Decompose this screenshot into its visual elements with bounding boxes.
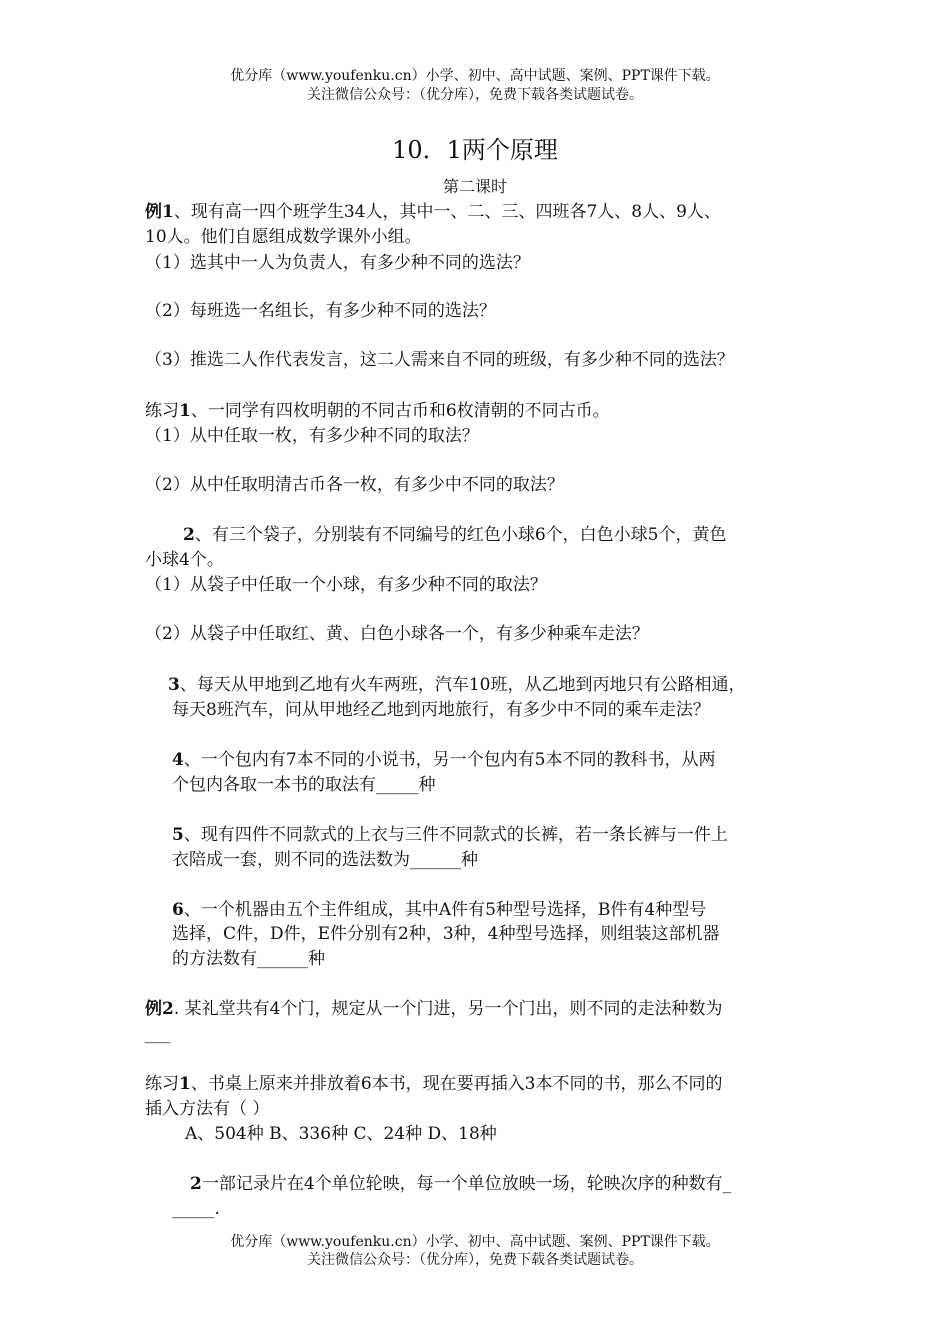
example-1-label: 例1 xyxy=(145,202,174,222)
practice-4-line-1: 4、一个包内有7本不同的小说书，另一个包内有5本不同的教科书，从两 xyxy=(172,750,716,770)
practice-6-line-3: 的方法数有______种 xyxy=(172,949,325,969)
practice-b1-options: A、504种 B、336种 C、24种 D、18种 xyxy=(185,1124,497,1144)
practice-b1-line-1: 练习1、书桌上原来并排放着6本书，现在要再插入3本不同的书，那么不同的 xyxy=(145,1074,723,1094)
practice-1-question-1: （1）从中任取一枚，有多少种不同的取法？ xyxy=(145,426,479,446)
example-1-question-3: （3）推选二人作代表发言，这二人需来自不同的班级，有多少种不同的选法？ xyxy=(145,350,734,370)
example-1-question-1: （1）选其中一人为负责人，有多少种不同的选法？ xyxy=(145,253,530,273)
practice-2-question-1: （1）从袋子中任取一个小球，有多少种不同的取法？ xyxy=(145,575,547,595)
footer-line-1: 优分库（www.youfenku.cn）小学、初中、高中试题、案例、PPT课件下载。 xyxy=(230,1234,720,1250)
practice-1-question-2: （2）从中任取明清古币各一枚，有多少中不同的取法？ xyxy=(145,475,564,495)
practice-2-question-2: （2）从袋子中任取红、黄、白色小球各一个，有多少种乘车走法？ xyxy=(145,624,649,644)
practice-b2-line-2: _____. xyxy=(172,1199,220,1219)
practice-5-line-2: 衣陪成一套，则不同的选法数为______种 xyxy=(172,850,478,870)
practice-5-line-1: 5、现有四件不同款式的上衣与三件不同款式的长裤，若一条长裤与一件上 xyxy=(172,825,728,845)
practice-2-line-1: 2、有三个袋子，分别装有不同编号的红色小球6个，白色小球5个，黄色 xyxy=(183,525,727,545)
example-2-line-2: ___ xyxy=(145,1024,171,1044)
header-line-1: 优分库（www.youfenku.cn）小学、初中、高中试题、案例、PPT课件下载。 xyxy=(230,68,720,84)
page-title: 10．1两个原理 xyxy=(392,136,558,164)
example-1-question-2: （2）每班选一名组长，有多少种不同的选法？ xyxy=(145,301,496,321)
practice-6-line-1: 6、一个机器由五个主件组成，其中A件有5种型号选择，B件有4种型号 xyxy=(172,900,707,920)
example-1-line-1: 例1、现有高一四个班学生34人，其中一、二、三、四班各7人、8人、9人、 xyxy=(145,202,721,222)
practice-b1-line-2: 插入方法有（ ） xyxy=(145,1099,270,1119)
practice-6-line-2: 选择，C件，D件，E件分别有2种，3种，4种型号选择，则组装这部机器 xyxy=(172,924,720,944)
header-line-2: 关注微信公众号：（优分库），免费下载各类试题试卷。 xyxy=(307,87,643,103)
example-2-line-1: 例2. 某礼堂共有4个门，规定从一个门进，另一个门出，则不同的走法种数为 xyxy=(145,999,723,1019)
practice-1-line-1: 练习1、一同学有四枚明朝的不同古币和6枚清朝的不同古币。 xyxy=(145,401,610,421)
practice-2-line-2: 小球4个。 xyxy=(145,550,224,570)
example-1-line-2: 10人。他们自愿组成数学课外小组。 xyxy=(145,227,422,247)
practice-3-line-2: 每天8班汽车，问从甲地经乙地到丙地旅行，有多少中不同的乘车走法？ xyxy=(172,700,710,720)
practice-b2-line-1: 2一部记录片在4个单位轮映，每一个单位放映一场，轮映次序的种数有_ xyxy=(190,1174,732,1194)
page-subtitle: 第二课时 xyxy=(442,177,507,196)
practice-4-line-2: 个包内各取一本书的取法有_____种 xyxy=(172,775,436,795)
example-2-label: 例2 xyxy=(145,999,174,1019)
footer-line-2: 关注微信公众号：（优分库），免费下载各类试题试卷。 xyxy=(307,1252,643,1268)
practice-3-line-1: 3、每天从甲地到乙地有火车两班，汽车10班，从乙地到丙地只有公路相通， xyxy=(168,675,746,695)
